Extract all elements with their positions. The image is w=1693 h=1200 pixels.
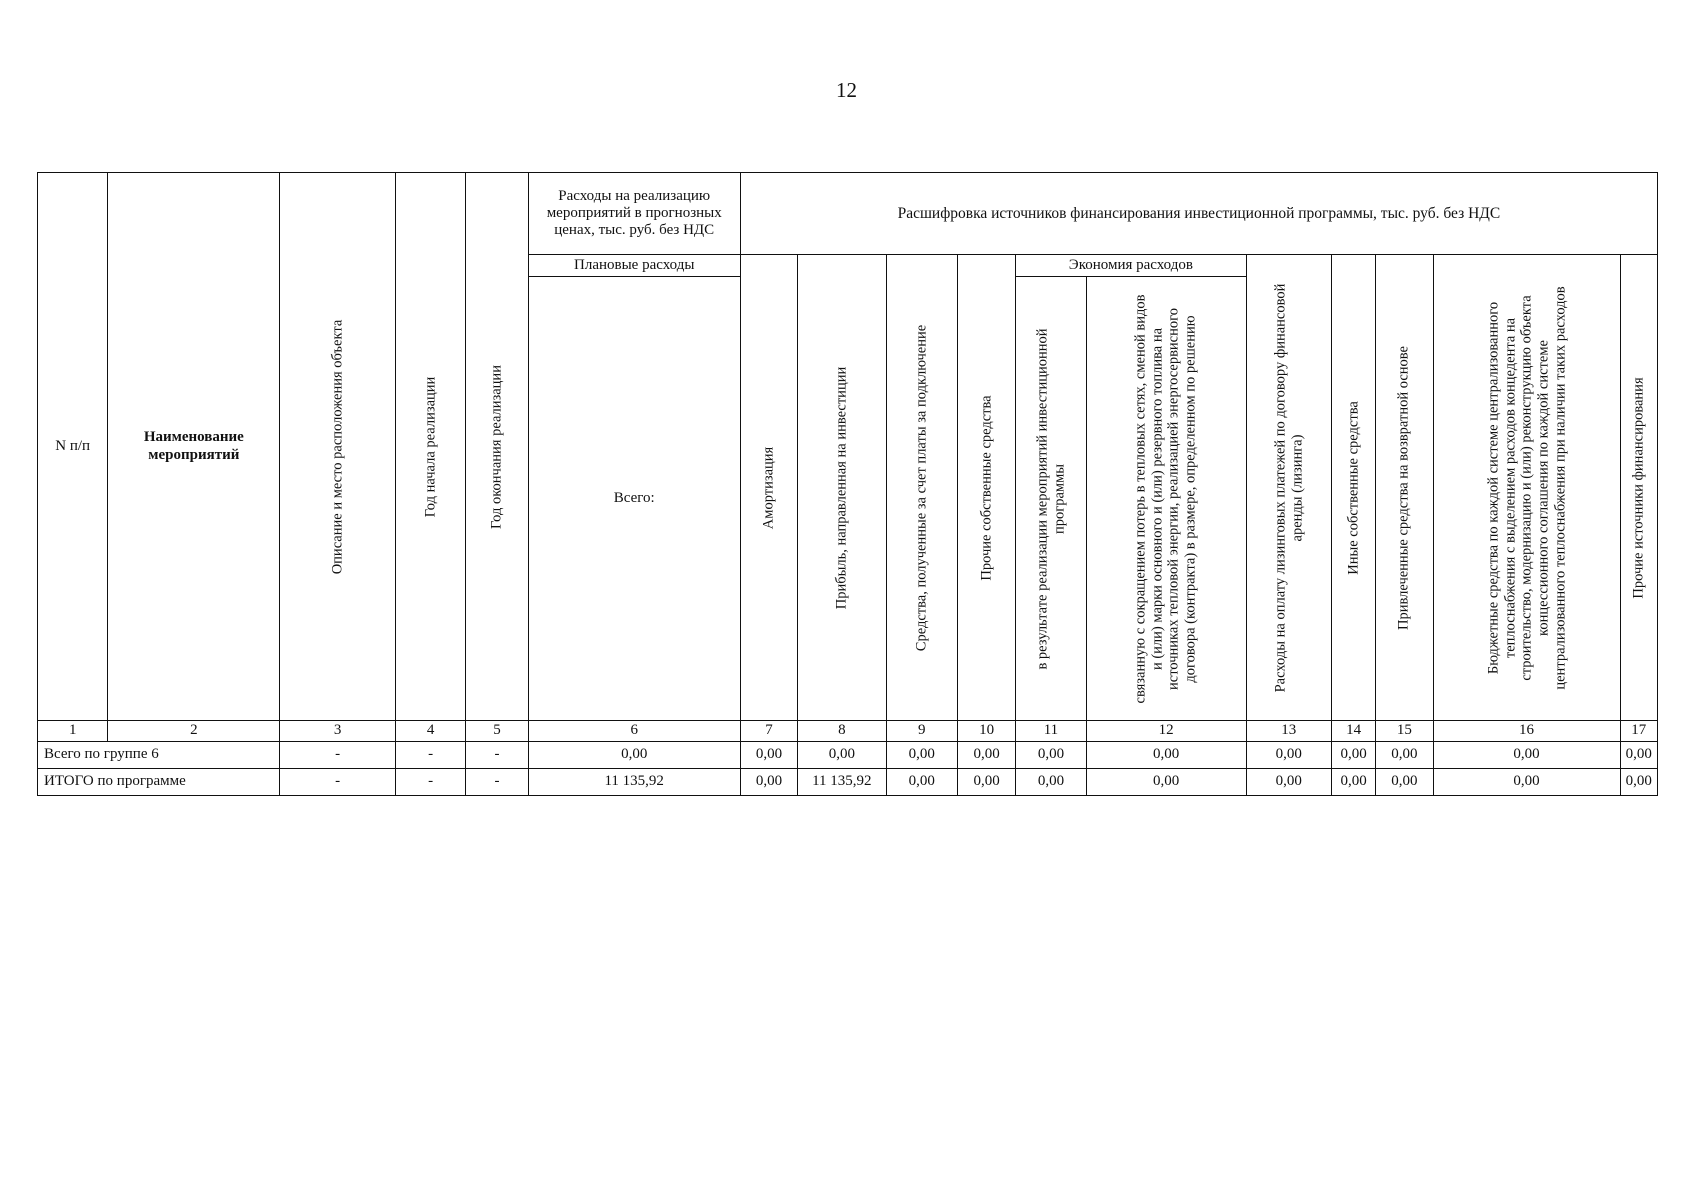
header-borrowed-funds-text: Привлеченные средства на возвратной основе [1396,345,1413,630]
column-number: 17 [1620,721,1657,742]
table-cell: 0,00 [1016,769,1086,796]
table-cell: 0,00 [1331,742,1375,769]
column-number: 7 [740,721,797,742]
header-connection-fees-text: Средства, полученные за счет платы за подключение [913,324,930,651]
header-total: Всего: [528,277,740,721]
table-row-group-6-total [38,742,1658,769]
investment-financing-table [37,172,1658,796]
column-number: 1 [38,721,108,742]
header-other-own-funds [957,255,1015,721]
header-other-own-means-text: Иные собственные средства [1345,400,1362,575]
table-row-program-total [38,769,1658,796]
table-cell: 0,00 [1086,769,1246,796]
table-cell: 11 135,92 [798,769,886,796]
table-cell: 0,00 [1016,742,1086,769]
header-start-year [395,173,465,721]
header-end-year [466,173,528,721]
table-cell: - [395,742,465,769]
header-amortization-text: Амортизация [760,446,777,529]
header-savings-group: Экономия расходов [1016,255,1246,277]
page-number: 12 [836,78,857,102]
header-profit-investments [798,255,886,721]
column-number: 10 [957,721,1015,742]
header-budget-funds [1433,255,1620,721]
table-cell: - [466,742,528,769]
column-number: 12 [1086,721,1246,742]
table-cell: 0,00 [1331,769,1375,796]
row-label: Всего по группе 6 [38,742,280,769]
table-cell: 11 135,92 [528,769,740,796]
column-number: 14 [1331,721,1375,742]
column-number: 9 [886,721,957,742]
header-savings-heat-losses-text: связанную с сокращением потерь в тепловых сетях, сменой видов и (или) марки основного и (или) резервного топлива на источниках тепловой энергии, реализацией энергосервисного договора (контракта) в размере, определенном по решению [1132,294,1199,703]
column-number: 6 [528,721,740,742]
column-number: 16 [1433,721,1620,742]
header-sources-group: Расшифровка источников финансирования инвестиционной программы, тыс. руб. без НДС [740,173,1657,255]
table-cell: 0,00 [740,769,797,796]
header-end-year-text: Год окончания реализации [488,364,505,529]
table-cell: 0,00 [1086,742,1246,769]
header-savings-investment-program [1016,277,1086,721]
column-number: 13 [1246,721,1331,742]
table-cell: 0,00 [1620,742,1657,769]
table-cell: - [466,769,528,796]
table-cell: 0,00 [1433,742,1620,769]
table-cell: 0,00 [886,769,957,796]
header-savings-investment-program-text: в результате реализации мероприятий инвестиционной программы [1034,327,1067,670]
table-cell: 0,00 [886,742,957,769]
header-leasing-payments [1246,255,1331,721]
column-number: 15 [1376,721,1433,742]
header-profit-investments-text: Прибыль, направленная на инвестиции [833,366,850,609]
header-amortization [740,255,797,721]
header-other-sources [1620,255,1657,721]
table-cell: - [280,742,396,769]
column-number: 8 [798,721,886,742]
table-cell: 0,00 [798,742,886,769]
table-cell: - [395,769,465,796]
header-other-own-funds-text: Прочие собственные средства [978,394,995,581]
column-number: 2 [108,721,280,742]
column-number: 5 [466,721,528,742]
table-cell: 0,00 [528,742,740,769]
column-number: 3 [280,721,396,742]
table-cell: 0,00 [957,769,1015,796]
column-number: 11 [1016,721,1086,742]
header-object-description-text: Описание и место расположения объекта [329,319,346,574]
header-row-number: N п/п [38,173,108,721]
header-expenses-group: Расходы на реализацию мероприятий в прогнозных ценах, тыс. руб. без НДС [528,173,740,255]
header-borrowed-funds [1376,255,1433,721]
header-connection-fees [886,255,957,721]
table-cell: 0,00 [1376,769,1433,796]
table-cell: 0,00 [1246,742,1331,769]
header-budget-funds-text: Бюджетные средства по каждой системе централизованного теплоснабжения с выделением расходов концедента на строительство, модернизацию и (или) реконструкцию объекта концессионного соглашения по каждой системе централизованного теплоснабжения при наличии таких расходов [1484,285,1568,690]
table-cell: 0,00 [1376,742,1433,769]
column-numbers-row [38,721,1658,742]
header-start-year-text: Год начала реализации [422,376,439,517]
header-object-description [280,173,396,721]
header-other-sources-text: Прочие источники финансирования [1630,376,1647,599]
table-cell: 0,00 [1620,769,1657,796]
header-planned-expenses: Плановые расходы [528,255,740,277]
table-cell: 0,00 [957,742,1015,769]
header-leasing-payments-text: Расходы на оплату лизинговых платежей по договору финансовой аренды (лизинга) [1272,283,1305,692]
table-cell: - [280,769,396,796]
table-cell: 0,00 [1246,769,1331,796]
table-cell: 0,00 [1433,769,1620,796]
table-cell: 0,00 [740,742,797,769]
column-number: 4 [395,721,465,742]
header-other-own-means [1331,255,1375,721]
header-savings-heat-losses [1086,277,1246,721]
header-event-name: Наименование мероприятий [108,173,280,721]
row-label: ИТОГО по программе [38,769,280,796]
